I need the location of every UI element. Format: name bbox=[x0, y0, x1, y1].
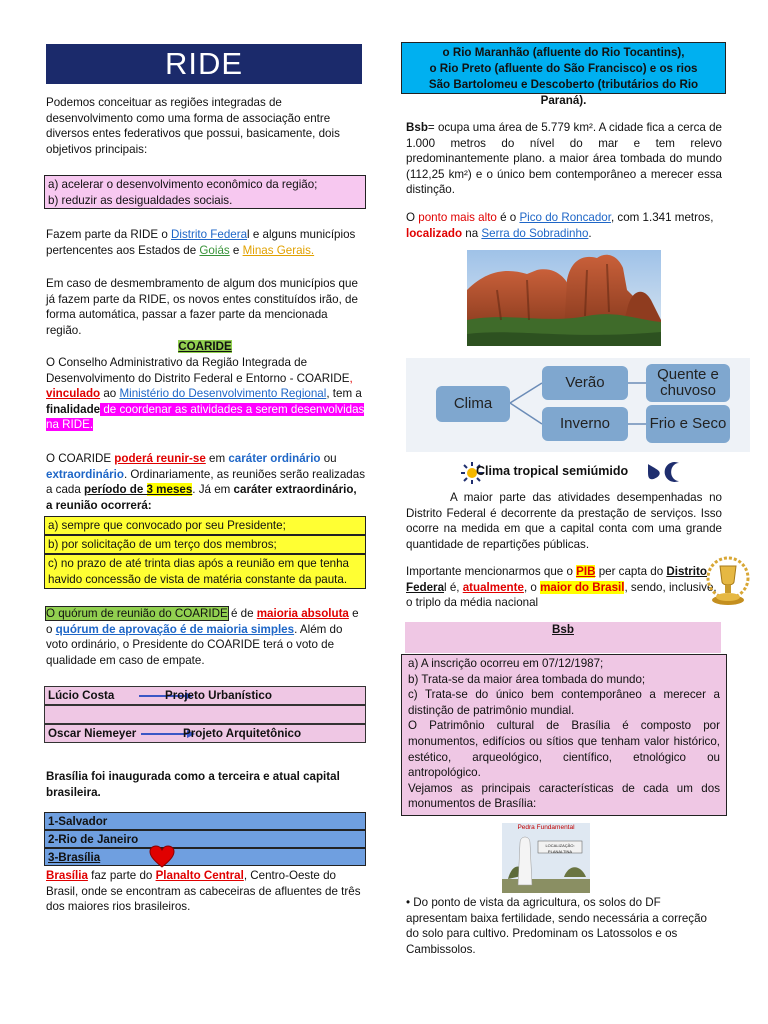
obelisk-illustration bbox=[502, 823, 590, 893]
text: , Centro-Oeste do Brasil, onde se encontram as cabeceiras de afluentes de três dos maiores rios brasileiros. bbox=[46, 869, 361, 914]
text: período de bbox=[84, 483, 147, 497]
text: Fazem parte da RIDE o bbox=[46, 228, 172, 241]
text: Bsb bbox=[406, 121, 428, 134]
clima-diagram bbox=[406, 358, 750, 452]
text: poderá reunir-se bbox=[114, 452, 206, 465]
project-name: Projeto Urbanístico bbox=[165, 689, 272, 702]
text: , o bbox=[523, 580, 541, 594]
node-verao: Verão bbox=[542, 366, 628, 400]
text: quórum de aprovação é de maioria simples bbox=[55, 622, 295, 636]
pedra-fundamental-photo bbox=[502, 823, 590, 893]
moon-icon bbox=[664, 461, 684, 483]
river-line: São Bartolomeu e Descoberto (tributários do Rio Paraná). bbox=[428, 78, 699, 107]
pico-link[interactable]: Pico do Roncador bbox=[519, 211, 611, 224]
text: 3 meses bbox=[146, 483, 193, 497]
text: caráter extraordinário, a reunião ocorrerá: bbox=[46, 483, 357, 512]
text: = ocupa uma área de 5.779 km². A cidade fica a cerca de 1.000 metros do nível do mar e tem relevo predominantemente plano. a maior área tombada do mundo (112,25 km²) e o único bem contemporâneo a merecer essa distinção. bbox=[406, 121, 722, 197]
text: , bbox=[349, 371, 353, 385]
text: . Ordinariamente, as reuniões serão realizadas a cada bbox=[46, 467, 365, 497]
text: O Conselho Administrativo da Região Integrada de Desenvolvimento do Distrito Federal e Entorno - COARIDE bbox=[46, 356, 350, 385]
heart-icon bbox=[149, 845, 175, 869]
text: finalidade bbox=[46, 402, 101, 416]
meeting-paragraph bbox=[46, 451, 366, 513]
heading-text: COARIDE bbox=[178, 340, 232, 353]
soil-paragraph: • Do ponto de vista da agricultura, os solos do DF apresentam baixa fertilidade, sendo necessária a correção do solo para cultivo. Predominam os Latossolos e os Cambissolos. bbox=[406, 896, 707, 956]
council-paragraph bbox=[46, 355, 366, 433]
quorum-paragraph bbox=[46, 606, 366, 668]
text: Importante mencionarmos que o bbox=[406, 565, 577, 578]
header-text: Bsb bbox=[552, 623, 574, 636]
rain-drop-icon bbox=[644, 462, 660, 480]
project-name: Projeto Arquitetônico bbox=[183, 727, 302, 740]
node-quente-chuvoso: Quente e chuvoso bbox=[646, 364, 730, 402]
text: e bbox=[229, 243, 243, 257]
text: , com 1.341 metros, bbox=[610, 211, 714, 224]
capital-item: 2-Rio de Janeiro bbox=[44, 830, 366, 848]
text: e o bbox=[46, 607, 359, 636]
text: O COARIDE bbox=[46, 452, 115, 465]
ministerio-link[interactable]: Ministério do Desenvolvimento Regional bbox=[119, 387, 327, 401]
highlighted-text: de coordenar as atividades a serem desenvolvidas na RIDE. bbox=[46, 402, 365, 432]
location-sign: LOCALIZAÇÃO: PLANALTINA bbox=[545, 843, 575, 854]
text: é o bbox=[496, 211, 520, 224]
fact-item: c) Trata-se do único bem contemporâneo a merecer a distinção de patrimônio mundial. bbox=[408, 688, 720, 717]
meeting-item-box bbox=[44, 554, 366, 589]
text: Planalto Central bbox=[155, 869, 244, 882]
fact-item: O Patrimônio cultural de Brasília é composto por monumentos, edifícios ou sítios que tenham valor histórico, estético, arqueológico, científico, etnológico ou antropológico. bbox=[408, 719, 720, 780]
photo-caption: Pedra Fundamental bbox=[517, 824, 575, 831]
text: ponto mais alto bbox=[418, 211, 497, 224]
text: . bbox=[588, 226, 592, 240]
meeting-item-box bbox=[44, 516, 366, 535]
text: Brasília bbox=[46, 869, 88, 882]
serra-link[interactable]: Serra do Sobradinho bbox=[481, 226, 589, 240]
goias-link[interactable]: Goiás bbox=[199, 243, 230, 257]
members-paragraph bbox=[46, 227, 364, 258]
intro-paragraph: Podemos conceituar as regiões integradas de desenvolvimento como uma forma de associação entre diversos entes federativos que possui, basicamente, dois objetivos principais: bbox=[46, 96, 340, 156]
text: Distrito Federa bbox=[406, 565, 707, 594]
node-inverno: Inverno bbox=[542, 407, 628, 441]
fact-item: b) Trata-se da maior área tombada do mundo; bbox=[408, 672, 646, 686]
services-paragraph: A maior parte das atividades desempenhadas no Distrito Federal é decorrente da prestação de serviços. Isso ocorre na medida em que a capital conta com uma grande quantidade de repartições públicas. bbox=[406, 491, 722, 551]
text: ou bbox=[320, 452, 337, 465]
minas-gerais-link[interactable]: Minas Gerais. bbox=[242, 243, 315, 257]
rock-formation-photo bbox=[467, 250, 661, 346]
text: O quórum de reunião do COARIDE bbox=[46, 607, 228, 620]
text: caráter ordinário bbox=[228, 452, 321, 465]
clima-title: Clima tropical semiúmido bbox=[476, 464, 629, 478]
meeting-item: a) sempre que convocado por seu Presidente; bbox=[48, 519, 286, 532]
text: . Além do voto ordinário, o Presidente do COARIDE terá o voto de qualidade em caso de empate. bbox=[46, 622, 343, 667]
meeting-item: b) por solicitação de um terço dos membros; bbox=[48, 538, 277, 551]
coaride-heading bbox=[46, 339, 364, 355]
planalto-paragraph bbox=[46, 868, 366, 915]
text: , tem a bbox=[326, 387, 362, 401]
meeting-item-box bbox=[44, 535, 366, 554]
text: maioria absoluta bbox=[256, 607, 349, 620]
node-clima: Clima bbox=[436, 386, 510, 422]
text: . Já em bbox=[192, 483, 234, 497]
spacer-row bbox=[44, 705, 366, 724]
meeting-item: c) no prazo de até trinta dias após a reunião em que tenha havido concessão de vista de matéria constante da pauta. bbox=[48, 557, 349, 586]
architect-row bbox=[44, 724, 366, 743]
fact-item: a) A inscrição ocorreu em 07/12/1987; bbox=[408, 657, 604, 670]
capital-paragraph: Brasília foi inaugurada como a terceira e atual capital brasileira. bbox=[46, 770, 340, 799]
pib-paragraph bbox=[406, 564, 722, 611]
text: faz parte do bbox=[87, 869, 156, 882]
node-frio-seco: Frio e Seco bbox=[646, 405, 730, 443]
architect-row bbox=[44, 686, 366, 705]
text: , sendo, inclusive, o triplo da média nacional bbox=[406, 580, 717, 610]
text: PIB bbox=[576, 565, 596, 578]
page-title: RIDE bbox=[46, 44, 362, 84]
rivers-box bbox=[401, 42, 726, 107]
bsb-facts-box bbox=[401, 654, 727, 816]
text: extraordinário bbox=[46, 467, 124, 481]
text: é de bbox=[227, 607, 257, 620]
person-name: Lúcio Costa bbox=[48, 689, 115, 702]
fact-item: Vejamos as principais características de cada um dos monumentos de Brasília: bbox=[408, 781, 720, 811]
objectives-box bbox=[44, 175, 366, 209]
vinculado-text: vinculado bbox=[46, 387, 101, 401]
river-line: o Rio Maranhão (afluente do Rio Tocantins), bbox=[442, 46, 685, 59]
objective-item: b) reduzir as desigualdades sociais. bbox=[48, 193, 233, 207]
text: per capta do bbox=[595, 565, 667, 578]
text: localizado bbox=[406, 226, 463, 240]
capital-item: 3-Brasília bbox=[44, 848, 366, 866]
objective-item: a) acelerar o desenvolvimento econômico da região; bbox=[48, 178, 318, 191]
text: l e alguns municípios pertencentes aos Estados de bbox=[46, 228, 356, 257]
text: O bbox=[406, 211, 419, 224]
highest-point-paragraph bbox=[406, 210, 724, 241]
person-name: Oscar Niemeyer bbox=[48, 727, 137, 740]
text: ao bbox=[100, 387, 120, 401]
text: em bbox=[205, 452, 229, 465]
trophy-icon bbox=[703, 556, 753, 608]
text: na bbox=[462, 226, 482, 240]
capital-item: 1-Salvador bbox=[44, 812, 366, 830]
text: atualmente bbox=[462, 580, 524, 594]
text: l é, bbox=[444, 580, 463, 594]
split-paragraph: Em caso de desmembramento de algum dos municípios que já fazem parte da RIDE, os novos entes constituídos irão, de forma automática, passar a fazer parte da mencionada região. bbox=[46, 277, 358, 337]
bsb-paragraph bbox=[406, 120, 722, 198]
distrito-federal-link[interactable]: Distrito Federa bbox=[171, 228, 248, 241]
bsb-header bbox=[405, 622, 721, 653]
river-line: o Rio Preto (afluente do São Francisco) e os rios bbox=[429, 62, 698, 75]
text: maior do Brasil bbox=[540, 580, 625, 594]
